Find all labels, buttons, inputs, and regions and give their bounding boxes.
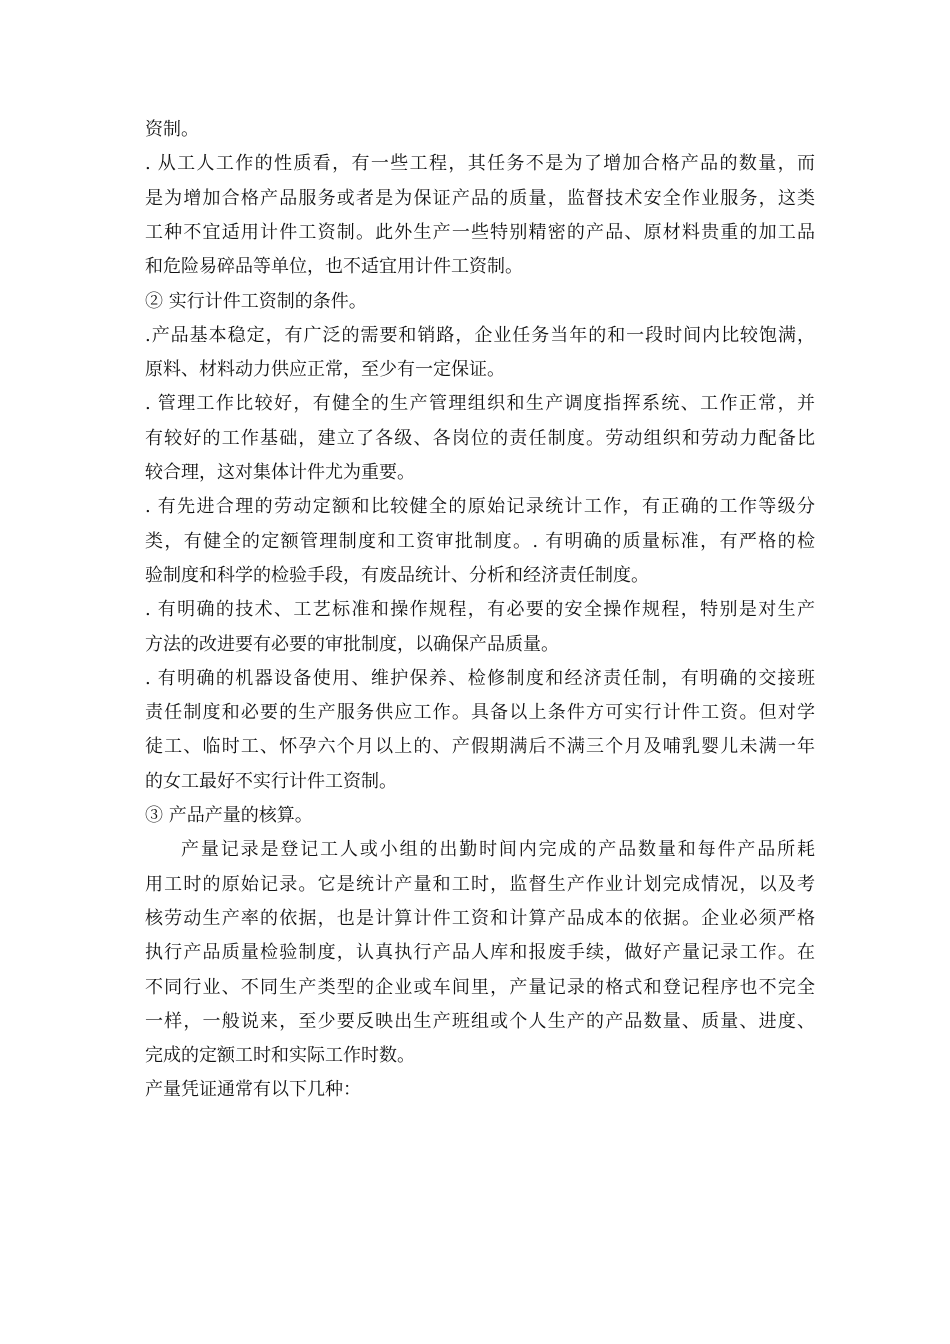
text-line: ② 实行计件工资制的条件。	[145, 290, 367, 312]
text-line: . 有明确的技术、工艺标准和操作规程，有必要的安全操作规程，特别是对生产	[145, 599, 815, 621]
text-line: 工种不宜适用计件工资制。此外生产一些特别精密的产品、原材料贵重的加工品	[145, 221, 815, 243]
text-line: 的女工最好不实行计件工资制。	[145, 770, 397, 792]
text-line: 徒工、临时工、怀孕六个月以上的、产假期满后不满三个月及哺乳婴儿未满一年	[145, 736, 815, 758]
text-line: 不同行业、不同生产类型的企业或车间里，产量记录的格式和登记程序也不完全	[145, 976, 815, 998]
text-line: 完成的定额工时和实际工作时数。	[145, 1045, 415, 1067]
text-line: 核劳动生产率的依据，也是计算计件工资和计算产品成本的依据。企业必须严格	[145, 907, 815, 929]
text-line: 原料、材料动力供应正常，至少有一定保证。	[145, 359, 505, 381]
text-line: 验制度和科学的检验手段，有废品统计、分析和经济责任制度。	[145, 564, 649, 586]
text-line: 一样，一般说来，至少要反映出生产班组或个人生产的产品数量、质量、进度、	[145, 1010, 815, 1032]
text-line: 和危险易碎品等单位，也不适宜用计件工资制。	[145, 256, 523, 278]
text-line: 用工时的原始记录。它是统计产量和工时，监督生产作业计划完成情况，以及考	[145, 873, 815, 895]
text-line: . 管理工作比较好，有健全的生产管理组织和生产调度指挥系统、工作正常，并	[145, 393, 815, 415]
text-line: 方法的改进要有必要的审批制度，以确保产品质量。	[145, 633, 559, 655]
text-line: 产量记录是登记工人或小组的出勤时间内完成的产品数量和每件产品所耗	[181, 839, 815, 861]
text-line: 有较好的工作基础，建立了各级、各岗位的责任制度。劳动组织和劳动力配备比	[145, 427, 815, 449]
text-line: . 有先进合理的劳动定额和比较健全的原始记录统计工作，有正确的工作等级分	[145, 496, 815, 518]
text-line: 产量凭证通常有以下几种：	[145, 1079, 361, 1101]
text-line: 责任制度和必要的生产服务供应工作。具备以上条件方可实行计件工资。但对学	[145, 702, 815, 724]
text-line: 资制。	[145, 119, 199, 140]
text-line: 执行产品质量检验制度，认真执行产品人库和报废手续，做好产量记录工作。在	[145, 942, 815, 964]
text-line: .产品基本稳定，有广泛的需要和销路，企业任务当年的和一段时间内比较饱满，	[145, 324, 815, 346]
text-line: . 有明确的机器设备使用、维护保养、检修制度和经济责任制，有明确的交接班	[145, 667, 815, 689]
text-line: . 从工人工作的性质看，有一些工程，其任务不是为了增加合格产品的数量，而	[145, 153, 815, 175]
text-line: 类，有健全的定额管理制度和工资审批制度。. 有明确的质量标准，有严格的检	[145, 530, 815, 552]
text-line: 是为增加合格产品服务或者是为保证产品的质量，监督技术安全作业服务，这类	[145, 187, 815, 209]
text-line: ③ 产品产量的核算。	[145, 805, 313, 826]
text-line: 较合理，这对集体计件尤为重要。	[145, 462, 415, 483]
